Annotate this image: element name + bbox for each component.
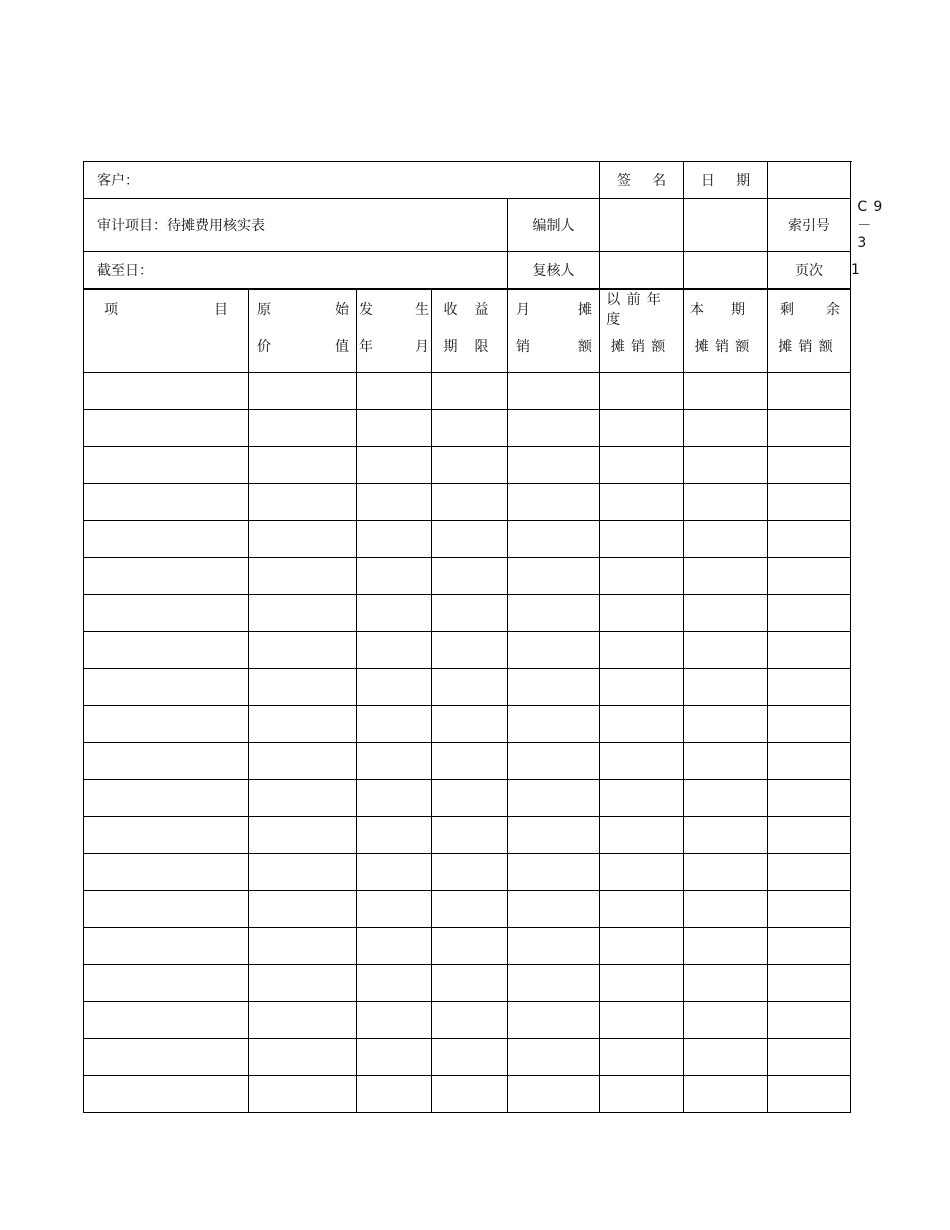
table-cell[interactable] — [508, 1002, 600, 1039]
table-cell[interactable] — [432, 669, 508, 706]
table-row — [84, 521, 851, 558]
table-cell[interactable] — [684, 521, 768, 558]
table-cell[interactable] — [600, 447, 684, 484]
table-row — [84, 447, 851, 484]
table-cell[interactable] — [768, 1039, 851, 1076]
table-cell[interactable] — [249, 595, 357, 632]
table-cell[interactable] — [768, 928, 851, 965]
detail-body — [84, 373, 851, 1113]
col-header-original-value: 原 始 价 值 — [249, 290, 357, 373]
table-cell[interactable] — [768, 410, 851, 447]
table-cell[interactable] — [600, 891, 684, 928]
table-cell[interactable] — [768, 521, 851, 558]
date-label: 日 期 — [684, 162, 768, 199]
table-cell[interactable] — [684, 1002, 768, 1039]
audit-item-label: 审计项目：待摊费用核实表 — [84, 199, 508, 252]
table-cell[interactable] — [684, 558, 768, 595]
table-cell[interactable] — [249, 965, 357, 1002]
table-cell[interactable] — [684, 410, 768, 447]
cutoff-label: 截至日： — [84, 252, 508, 289]
table-cell[interactable] — [684, 669, 768, 706]
table-cell[interactable] — [508, 1039, 600, 1076]
table-cell[interactable] — [357, 780, 432, 817]
table-cell[interactable] — [684, 817, 768, 854]
table-cell[interactable] — [768, 558, 851, 595]
col-header-item: 项 目 — [84, 290, 249, 373]
page-label: 页次 — [768, 252, 851, 289]
table-row — [84, 1039, 851, 1076]
table-cell[interactable] — [432, 743, 508, 780]
table-cell[interactable] — [84, 706, 249, 743]
table-cell[interactable] — [249, 780, 357, 817]
table-cell[interactable] — [432, 706, 508, 743]
header-row-cutoff: 截至日： 复核人 页次 1 — [84, 252, 851, 289]
table-cell[interactable] — [432, 965, 508, 1002]
table-cell[interactable] — [768, 1002, 851, 1039]
col-header-occurrence-date: 发 生 年 月 — [357, 290, 432, 373]
table-cell[interactable] — [684, 447, 768, 484]
table-cell[interactable] — [432, 928, 508, 965]
table-cell[interactable] — [600, 965, 684, 1002]
col-header-benefit-period: 收 益 期 限 — [432, 290, 508, 373]
table-cell[interactable] — [249, 854, 357, 891]
table-cell[interactable] — [600, 558, 684, 595]
table-cell[interactable] — [432, 595, 508, 632]
table-cell[interactable] — [249, 706, 357, 743]
col-header-prior-amortization: 以前年度 摊销额 — [600, 290, 684, 373]
table-cell[interactable] — [684, 854, 768, 891]
table-row — [84, 669, 851, 706]
table-cell[interactable] — [432, 558, 508, 595]
preparer-label: 编制人 — [508, 199, 600, 252]
table-cell[interactable] — [508, 410, 600, 447]
table-cell[interactable] — [508, 743, 600, 780]
table-cell[interactable] — [357, 891, 432, 928]
table-cell[interactable] — [432, 373, 508, 410]
table-cell[interactable] — [249, 373, 357, 410]
table-cell[interactable] — [600, 521, 684, 558]
table-cell[interactable] — [684, 780, 768, 817]
table-row — [84, 373, 851, 410]
table-cell[interactable] — [249, 521, 357, 558]
table-cell[interactable] — [600, 669, 684, 706]
table-cell[interactable] — [684, 1039, 768, 1076]
table-cell[interactable] — [249, 632, 357, 669]
table-cell[interactable] — [432, 854, 508, 891]
reviewer-label: 复核人 — [508, 252, 600, 289]
table-cell[interactable] — [600, 632, 684, 669]
table-cell[interactable] — [249, 1002, 357, 1039]
table-cell[interactable] — [357, 521, 432, 558]
table-cell[interactable] — [357, 410, 432, 447]
table-cell[interactable] — [768, 891, 851, 928]
table-row — [84, 595, 851, 632]
table-cell[interactable] — [84, 854, 249, 891]
table-cell[interactable] — [508, 669, 600, 706]
table-cell[interactable] — [84, 1076, 249, 1113]
table-cell[interactable] — [768, 817, 851, 854]
table-cell[interactable] — [84, 558, 249, 595]
reviewer-signature-cell[interactable] — [600, 252, 684, 289]
table-cell[interactable] — [600, 410, 684, 447]
table-cell[interactable] — [768, 595, 851, 632]
table-cell[interactable] — [508, 521, 600, 558]
table-cell[interactable] — [249, 1039, 357, 1076]
table-row — [84, 1076, 851, 1113]
table-cell[interactable] — [432, 632, 508, 669]
col-header-remaining-amortization: 剩 余 摊销额 — [768, 290, 851, 373]
col-header-current-amortization: 本 期 摊销额 — [684, 290, 768, 373]
table-cell[interactable] — [84, 373, 249, 410]
table-cell[interactable] — [432, 521, 508, 558]
table-cell[interactable] — [508, 928, 600, 965]
table-cell[interactable] — [684, 928, 768, 965]
table-cell[interactable] — [84, 928, 249, 965]
table-row — [84, 484, 851, 521]
reviewer-date-cell[interactable] — [684, 252, 768, 289]
table-row — [84, 410, 851, 447]
header-row-audit: 审计项目：待摊费用核实表 编制人 索引号 C9－3 — [84, 199, 851, 252]
table-cell[interactable] — [600, 743, 684, 780]
table-cell[interactable] — [357, 632, 432, 669]
table-cell[interactable] — [508, 558, 600, 595]
table-cell[interactable] — [84, 1039, 249, 1076]
table-cell[interactable] — [357, 595, 432, 632]
table-cell[interactable] — [684, 891, 768, 928]
table-cell[interactable] — [84, 521, 249, 558]
detail-table — [83, 289, 851, 1113]
table-cell[interactable] — [508, 706, 600, 743]
table-cell[interactable] — [600, 928, 684, 965]
col-header-monthly-amortization: 月 摊 销 额 — [508, 290, 600, 373]
table-cell[interactable] — [357, 854, 432, 891]
table-cell[interactable] — [684, 632, 768, 669]
table-cell[interactable] — [84, 1002, 249, 1039]
table-cell[interactable] — [432, 447, 508, 484]
table-cell[interactable] — [600, 484, 684, 521]
table-row — [84, 965, 851, 1002]
table-cell[interactable] — [84, 669, 249, 706]
table-cell[interactable] — [684, 743, 768, 780]
table-cell[interactable] — [684, 1076, 768, 1113]
table-cell[interactable] — [684, 965, 768, 1002]
table-cell[interactable] — [84, 780, 249, 817]
table-cell[interactable] — [357, 1039, 432, 1076]
table-cell[interactable] — [508, 595, 600, 632]
table-cell[interactable] — [249, 817, 357, 854]
table-row — [84, 817, 851, 854]
table-row — [84, 1002, 851, 1039]
table-cell[interactable] — [84, 891, 249, 928]
table-cell[interactable] — [508, 447, 600, 484]
table-cell[interactable] — [249, 484, 357, 521]
table-cell[interactable] — [249, 928, 357, 965]
table-cell[interactable] — [600, 373, 684, 410]
signature-label: 签 名 — [600, 162, 684, 199]
table-cell[interactable] — [600, 1076, 684, 1113]
preparer-date-cell[interactable] — [684, 199, 768, 252]
table-cell[interactable] — [357, 706, 432, 743]
table-row — [84, 743, 851, 780]
table-cell[interactable] — [84, 743, 249, 780]
table-row — [84, 854, 851, 891]
table-row — [84, 632, 851, 669]
table-cell[interactable] — [357, 965, 432, 1002]
table-cell[interactable] — [432, 817, 508, 854]
table-cell[interactable] — [768, 965, 851, 1002]
table-cell[interactable] — [684, 706, 768, 743]
table-cell[interactable] — [249, 1076, 357, 1113]
table-cell[interactable] — [357, 484, 432, 521]
table-cell[interactable] — [249, 410, 357, 447]
table-cell[interactable] — [432, 1076, 508, 1113]
table-cell[interactable] — [768, 484, 851, 521]
table-row — [84, 706, 851, 743]
table-cell[interactable] — [600, 817, 684, 854]
table-cell[interactable] — [600, 706, 684, 743]
table-cell[interactable] — [249, 891, 357, 928]
table-cell[interactable] — [357, 558, 432, 595]
table-cell[interactable] — [357, 447, 432, 484]
table-cell[interactable] — [508, 891, 600, 928]
client-label: 客户： — [84, 162, 600, 199]
table-cell[interactable] — [508, 965, 600, 1002]
header-table — [83, 161, 889, 289]
table-cell[interactable] — [508, 854, 600, 891]
table-cell[interactable] — [432, 1039, 508, 1076]
table-cell[interactable] — [84, 595, 249, 632]
table-row — [84, 928, 851, 965]
table-cell[interactable] — [432, 484, 508, 521]
table-cell[interactable] — [84, 965, 249, 1002]
table-cell[interactable] — [600, 780, 684, 817]
table-cell[interactable] — [249, 558, 357, 595]
table-cell[interactable] — [768, 1076, 851, 1113]
header-row-client — [84, 162, 851, 199]
table-cell[interactable] — [508, 632, 600, 669]
table-cell[interactable] — [768, 706, 851, 743]
table-row — [84, 891, 851, 928]
table-cell[interactable] — [84, 817, 249, 854]
table-cell[interactable] — [768, 373, 851, 410]
table-cell[interactable] — [357, 669, 432, 706]
table-cell[interactable] — [357, 373, 432, 410]
table-cell[interactable] — [600, 1039, 684, 1076]
table-cell[interactable] — [600, 595, 684, 632]
table-cell[interactable] — [768, 632, 851, 669]
table-cell[interactable] — [768, 669, 851, 706]
table-cell[interactable] — [432, 410, 508, 447]
table-cell[interactable] — [768, 447, 851, 484]
table-cell[interactable] — [84, 410, 249, 447]
table-cell[interactable] — [768, 743, 851, 780]
table-cell[interactable] — [84, 632, 249, 669]
table-cell[interactable] — [508, 484, 600, 521]
table-cell[interactable] — [684, 373, 768, 410]
table-cell[interactable] — [508, 373, 600, 410]
date-value-cell[interactable] — [768, 162, 851, 199]
table-cell[interactable] — [600, 854, 684, 891]
table-cell[interactable] — [768, 780, 851, 817]
detail-header-row — [84, 290, 851, 373]
table-cell[interactable] — [249, 743, 357, 780]
table-cell[interactable] — [357, 1002, 432, 1039]
table-cell[interactable] — [357, 817, 432, 854]
table-row — [84, 558, 851, 595]
table-cell[interactable] — [357, 1076, 432, 1113]
table-cell[interactable] — [249, 669, 357, 706]
table-cell[interactable] — [600, 1002, 684, 1039]
table-cell[interactable] — [249, 447, 357, 484]
table-cell[interactable] — [432, 780, 508, 817]
table-cell[interactable] — [357, 743, 432, 780]
preparer-signature-cell[interactable] — [600, 199, 684, 252]
table-cell[interactable] — [768, 854, 851, 891]
table-cell[interactable] — [432, 1002, 508, 1039]
table-cell[interactable] — [508, 1076, 600, 1113]
table-cell[interactable] — [508, 780, 600, 817]
table-cell[interactable] — [432, 891, 508, 928]
table-cell[interactable] — [508, 817, 600, 854]
table-cell[interactable] — [684, 595, 768, 632]
table-cell[interactable] — [684, 484, 768, 521]
index-label: 索引号 — [768, 199, 851, 252]
table-cell[interactable] — [357, 928, 432, 965]
table-row — [84, 780, 851, 817]
table-cell[interactable] — [84, 447, 249, 484]
table-cell[interactable] — [84, 484, 249, 521]
